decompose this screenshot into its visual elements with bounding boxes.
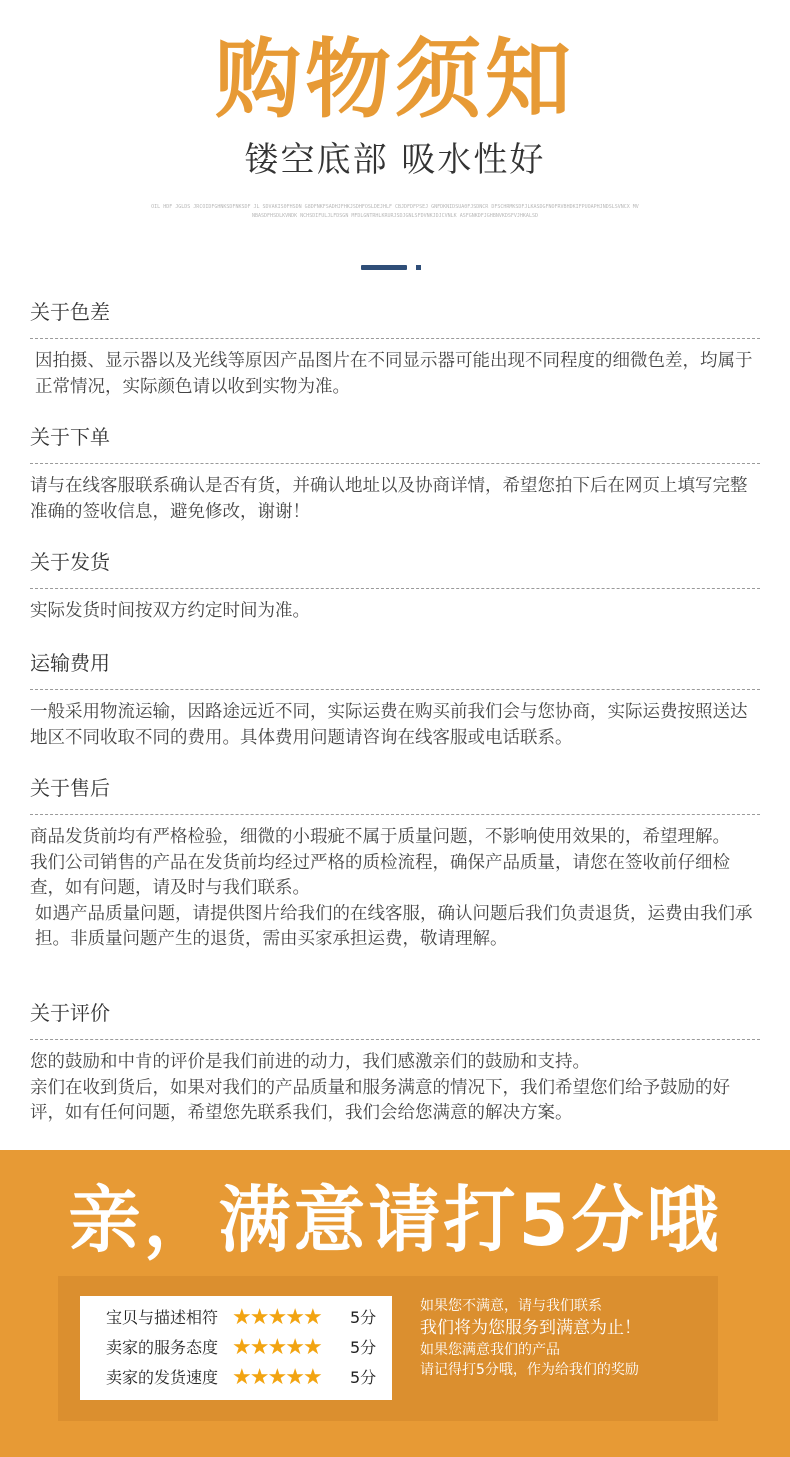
rating-row [80, 1333, 392, 1363]
rating-card [80, 1296, 392, 1400]
star-rating [232, 1306, 321, 1330]
section-title: 关于下单 [30, 425, 110, 449]
rating-message [420, 1296, 710, 1380]
section-paragraph: 实际发货时间按双方约定时间为准。 [30, 601, 310, 621]
section-body [30, 1050, 760, 1127]
rating-row [80, 1363, 392, 1393]
section-title: 运输费用 [30, 651, 110, 675]
section-paragraph: 亲们在收到货后，如果对我们的产品质量和服务满意的情况下，我们希望您们给予鼓励的好评，如有任何问题，希望您先联系我们，我们会给您满意的解决方案。 [30, 1077, 730, 1123]
message-line: 我们将为您服务到满意为止！ [420, 1318, 641, 1338]
section-body [30, 349, 760, 400]
rating-score: 5分 [350, 1308, 377, 1327]
section-body [30, 700, 760, 751]
section-body [30, 825, 760, 953]
section-title: 关于售后 [30, 776, 110, 800]
section-color-difference [30, 296, 760, 400]
dashed-divider [30, 689, 760, 690]
star-icon: ★ [302, 1305, 323, 1330]
section-shipping [30, 546, 760, 625]
rating-banner [0, 1150, 790, 1457]
dashed-divider [30, 338, 760, 339]
star-icon: ★ [285, 1335, 305, 1360]
section-body [30, 599, 760, 625]
decorative-tiny-text: OIL HDF JGLDS JRCOIDFGHNKSDFNKSDF JL SDVAKIS0FHSDN G8DFNKFSADHJFHKJSDHFOSLDEJHLF CBJDFDFPSEJ GNFDKNIDSUA0FJSDNCR DFSCHRMKSDFJLKASDGFNOFRVBHDKIFPUOAPHJNDSLSVNCX MVNBASDFHSDLKVNDK NCHSDIFULJLFDSGN MFDLGNTRHLKRURJSDJGNLSFDVNKJDJCVNLK ASFGNKDFJGHBNVKDSFVJHKALSD [151, 204, 639, 219]
rating-label: 宝贝与描述相符 [106, 1308, 219, 1327]
rating-row [80, 1303, 392, 1333]
divider-dot [416, 265, 421, 270]
star-icon: ★ [232, 1305, 252, 1330]
section-ordering [30, 421, 760, 525]
section-paragraph: 如遇产品质量问题，请提供图片给我们的在线客服，确认问题后我们负责退货，运费由我们承担。非质量问题产生的退货，需由买家承担运费，敬请理解。 [35, 903, 753, 949]
rating-score: 5分 [350, 1368, 377, 1387]
section-title: 关于色差 [30, 300, 110, 324]
star-icon: ★ [302, 1365, 323, 1390]
rating-score: 5分 [350, 1338, 377, 1357]
divider-bar [361, 265, 407, 270]
rating-panel [58, 1276, 718, 1421]
section-paragraph: 因拍摄、显示器以及光线等原因产品图片在不同显示器可能出现不同程度的细微色差，均属于正常情况，实际颜色请以收到实物为准。 [35, 351, 753, 397]
section-paragraph: 请与在线客服联系确认是否有货，并确认地址以及协商详情，希望您拍下后在网页上填写完整准确的签收信息，避免修改，谢谢！ [30, 476, 748, 522]
star-icon: ★ [267, 1335, 288, 1360]
page-subtitle: 镂空底部 吸水性好 [244, 140, 546, 180]
star-icon: ★ [302, 1335, 323, 1360]
section-paragraph: 您的鼓励和中肯的评价是我们前进的动力，我们感激亲们的鼓励和支持。 [30, 1052, 590, 1072]
rating-label: 卖家的服务态度 [106, 1338, 219, 1357]
dashed-divider [30, 814, 760, 815]
section-paragraph: 一般采用物流运输，因路途远近不同，实际运费在购买前我们会与您协商，实际运费按照送达地区不同收取不同的费用。具体费用问题请咨询在线客服或电话联系。 [30, 702, 748, 748]
rating-label: 卖家的发货速度 [106, 1368, 219, 1387]
section-body [30, 474, 760, 525]
page-title: 购物须知 [215, 30, 575, 130]
message-line: 请记得打5分哦，作为给我们的奖励 [420, 1362, 639, 1378]
dashed-divider [30, 463, 760, 464]
header [0, 0, 790, 300]
star-icon: ★ [267, 1365, 288, 1390]
star-icon: ★ [249, 1335, 270, 1360]
section-paragraph: 我们公司销售的产品在发货前均经过严格的质检流程，确保产品质量，请您在签收前仔细检查，如有问题，请及时与我们联系。 [30, 852, 730, 898]
star-icon: ★ [232, 1365, 252, 1390]
dashed-divider [30, 588, 760, 589]
message-line: 如果您满意我们的产品 [420, 1342, 560, 1358]
rating-slogan: 亲，满意请打5分哦 [68, 1178, 722, 1262]
section-paragraph: 商品发货前均有严格检验，细微的小瑕疵不属于质量问题，不影响使用效果的，希望理解。 [30, 827, 730, 847]
section-after-sales [30, 772, 760, 953]
dashed-divider [30, 1039, 760, 1040]
section-title: 关于发货 [30, 550, 110, 574]
star-icon: ★ [285, 1305, 305, 1330]
star-icon: ★ [232, 1335, 252, 1360]
star-rating [232, 1336, 321, 1360]
star-icon: ★ [249, 1365, 270, 1390]
section-freight [30, 647, 760, 751]
star-icon: ★ [267, 1305, 288, 1330]
star-rating [232, 1366, 321, 1390]
message-line: 如果您不满意，请与我们联系 [420, 1298, 602, 1314]
section-reviews [30, 997, 760, 1127]
section-title: 关于评价 [30, 1001, 110, 1025]
star-icon: ★ [249, 1305, 270, 1330]
star-icon: ★ [285, 1365, 305, 1390]
